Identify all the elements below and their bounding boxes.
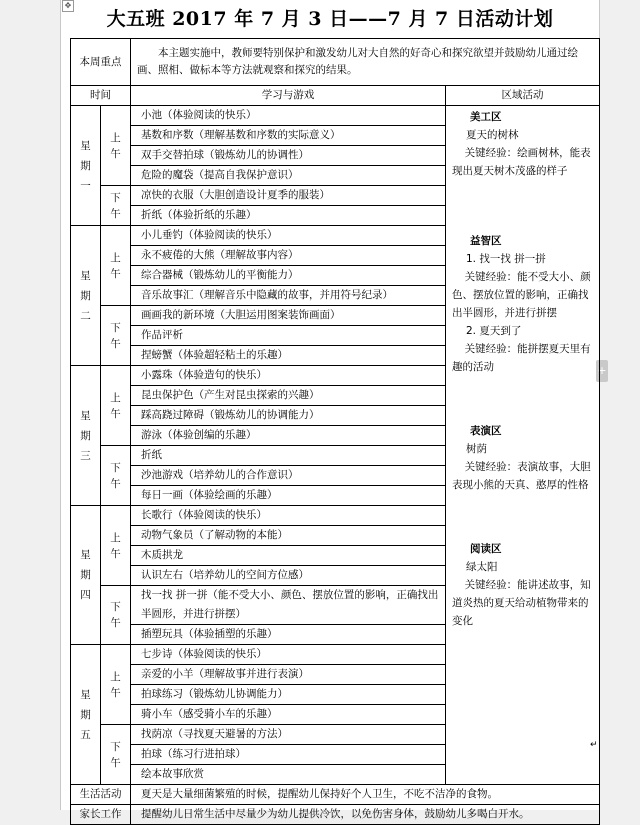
- header-time: 时间: [71, 86, 131, 106]
- day-3-name: 星 期 四: [71, 506, 101, 645]
- activity-item: 捏螃蟹（体验超轻粘土的乐趣）: [131, 346, 446, 366]
- region-0-line-0: 夏天的树林: [466, 129, 519, 141]
- day-2-name: 星 期 三: [71, 366, 101, 506]
- day-0-name: 星 期 一: [71, 106, 101, 226]
- activity-item: 基数和序数（理解基数和序数的实际意义）: [131, 126, 446, 146]
- day-2-pm-label: 下 午: [101, 446, 131, 506]
- day-4-am-label: 上 午: [101, 645, 131, 725]
- activity-item: 找一找 拼一拼（能不受大小、颜色、摆放位置的影响，正确找出半圆形，并进行拼摆）: [131, 586, 446, 625]
- activity-item: 拍球（练习行进拍球）: [131, 745, 446, 765]
- day-0-pm-label: 下 午: [101, 186, 131, 226]
- day-1-pm-label: 下 午: [101, 306, 131, 366]
- header-region: 区域活动: [446, 86, 600, 106]
- activity-item: 小露珠（体验造句的快乐）: [131, 366, 446, 386]
- region-1-line-0: 1. 找一找 拼一拼: [466, 253, 546, 265]
- region-2-name: 表演区: [470, 425, 502, 437]
- activity-item: 小儿垂钓（体验阅读的快乐）: [131, 226, 446, 246]
- activity-item: 每日一画（体验绘画的乐趣）: [131, 486, 446, 506]
- activity-item: 动物气象员（了解动物的本能）: [131, 526, 446, 546]
- activity-item: 沙池游戏（培养幼儿的合作意识）: [131, 466, 446, 486]
- end-mark: ↵: [590, 740, 598, 750]
- activity-item: 木质拱龙: [131, 546, 446, 566]
- activity-item: 折纸: [131, 446, 446, 466]
- activity-item: 凉快的衣服（大胆创造设计夏季的服装）: [131, 186, 446, 206]
- day-3-pm-label: 下 午: [101, 586, 131, 645]
- activity-item: 拍球练习（锻炼幼儿协调能力）: [131, 685, 446, 705]
- activity-item: 危险的魔袋（提高自我保护意识）: [131, 166, 446, 186]
- activity-item: 绘本故事欣赏: [131, 765, 446, 785]
- day-0-am-label: 上 午: [101, 106, 131, 186]
- region-1-line-3: 关键经验：能拼摆夏天里有趣的活动: [452, 343, 591, 373]
- activity-item: 画画我的新环境（大胆运用图案装饰画面）: [131, 306, 446, 326]
- activity-item: 昆虫保护色（产生对昆虫探索的兴趣）: [131, 386, 446, 406]
- activity-item: 双手交替拍球（锻炼幼儿的协调性）: [131, 146, 446, 166]
- activity-item: 综合器械（锻炼幼儿的平衡能力）: [131, 266, 446, 286]
- focus-text: 本主题实施中，教师要特别保护和激发幼儿对大自然的好奇心和探究欲望并鼓励幼儿通过绘画、照相、做标本等方法就观察和探究的结果。: [131, 39, 600, 86]
- day-3-am-label: 上 午: [101, 506, 131, 586]
- day-1-am-label: 上 午: [101, 226, 131, 306]
- activity-item: 小池（体验阅读的快乐）: [131, 106, 446, 126]
- activity-item: 长歌行（体验阅读的快乐）: [131, 506, 446, 526]
- activity-item: 认识左右（培养幼儿的空间方位感）: [131, 566, 446, 586]
- region-2-line-0: 树荫: [466, 443, 487, 455]
- region-3-line-1: 关键经验：能讲述故事，知道炎热的夏天给动植物带来的变化: [452, 579, 591, 627]
- parents-text: 提醒幼儿日常生活中尽量少为幼儿提供冷饮，以免伤害身体，鼓励幼儿多喝白开水。: [131, 805, 600, 825]
- region-0-line-1: 关键经验：绘画树林，能表现出夏天树木茂盛的样子: [452, 147, 591, 177]
- plus-icon[interactable]: +: [596, 360, 608, 382]
- activity-item: 游泳（体验创编的乐趣）: [131, 426, 446, 446]
- activity-item: 作品评析: [131, 326, 446, 346]
- day-1-name: 星 期 二: [71, 226, 101, 366]
- region-activities: [446, 106, 600, 785]
- activity-item: 永不疲倦的大熊（理解故事内容）: [131, 246, 446, 266]
- day-2-am-label: 上 午: [101, 366, 131, 446]
- day-4-name: 星 期 五: [71, 645, 101, 785]
- region-1-name: 益智区: [470, 235, 502, 247]
- region-1-line-1: 关键经验：能不受大小、颜色、摆放位置的影响，正确找出半圆形，并进行拼摆: [452, 271, 591, 319]
- activity-item: 插塑玩具（体验插塑的乐趣）: [131, 625, 446, 645]
- activity-item: 踩高跷过障碍（锻炼幼儿的协调能力）: [131, 406, 446, 426]
- activity-item: 七步诗（体验阅读的快乐）: [131, 645, 446, 665]
- region-3-name: 阅读区: [470, 543, 502, 555]
- page-title: 大五班 2017 年 7 月 3 日——7 月 7 日活动计划: [106, 8, 554, 30]
- life-text: 夏天是大量细菌繁殖的时候，提醒幼儿保持好个人卫生，不吃不洁净的食物。: [131, 785, 600, 805]
- activity-item: 亲爱的小羊（理解故事并进行表演）: [131, 665, 446, 685]
- header-study: 学习与游戏: [131, 86, 446, 106]
- region-3-line-0: 绿太阳: [466, 561, 498, 573]
- day-4-pm-label: 下 午: [101, 725, 131, 785]
- region-2-line-1: 关键经验：表演故事，大胆表现小熊的天真、憨厚的性格: [452, 461, 591, 491]
- activity-item: 找荫凉（寻找夏天避暑的方法）: [131, 725, 446, 745]
- region-1-line-2: 2. 夏天到了: [466, 325, 522, 337]
- region-0-name: 美工区: [470, 111, 502, 123]
- activity-item: 音乐故事汇（理解音乐中隐藏的故事，并用符号纪录）: [131, 286, 446, 306]
- parents-label: 家长工作: [71, 805, 131, 825]
- plan-table: [70, 38, 600, 825]
- expand-icon[interactable]: ✥: [62, 0, 74, 12]
- life-label: 生活活动: [71, 785, 131, 805]
- activity-item: 骑小车（感受骑小车的乐趣）: [131, 705, 446, 725]
- activity-item: 折纸（体验折纸的乐趣）: [131, 206, 446, 226]
- focus-label: 本周重点: [71, 39, 131, 86]
